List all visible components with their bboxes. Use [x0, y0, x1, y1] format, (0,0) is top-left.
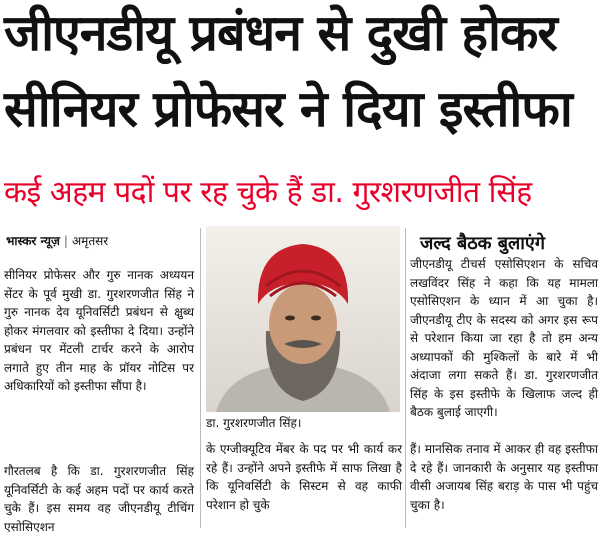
- byline-city: अमृतसर: [71, 234, 109, 248]
- headline-line-1: जीएनडीयू प्रबंधन से दुखी होकर: [4, 4, 557, 62]
- sidebar-body: जीएनडीयू टीचर्स एसोसिएशन के सचिव लखविंदर सिंह ने कहा कि यह मामला एसोसिएशन के ध्यान में आ चुका है। जीएनडीयू टीए के सदस्य को अगर इस रूप से परेशान किया जा रहा है तो हम अन्य अध्यापकों की मुश्किलों के बारे में भी अंदाजा लगा सकते हैं। डा. गुरशरणजीत सिंह के इस इस्तीफे के खिलाफ जल्द ही बैठक बुलाई जाएगी।: [410, 257, 598, 419]
- portrait-illustration: [206, 226, 400, 412]
- article-column-2: के एग्जीक्यूटिव मेंबर के पद पर भी कार्य कर रहे हैं। उन्होंने अपने इस्तीफे में साफ लिखा है कि यूनिवर्सिटी के सिस्टम से वह काफी परेशान हो चुके: [206, 442, 402, 512]
- photo-caption: डा. गुरशरणजीत सिंह।: [206, 416, 302, 430]
- portrait-photo: [206, 226, 400, 412]
- article-column-1-paragraph-1: सीनियर प्रोफेसर और गुरु नानक अध्ययन सेंटर के पूर्व मुखी डा. गुरशरणजीत सिंह ने गुरु नानक देव यूनिवर्सिटी प्रबंधन से क्षुब्ध होकर मंगलवार को इस्तीफा दे दिया। उन्होंने प्रबंधन पर मेंटली टार्चर करने के आरोप लगाते हुए तीन माह के प्रॉयर नोटिस पर अधिकारियों को इस्तीफा सौंपा है।: [4, 268, 194, 393]
- byline-separator: |: [63, 234, 68, 248]
- article-column-1-paragraph-2: गौरतलब है कि डा. गुरशरणजीत सिंह यूनिवर्सिटी के कई अहम पदों पर कार्य करते चुके हैं। इस समय वह जीएनडीयू टीचिंग एसोसिएशन: [4, 464, 194, 534]
- sidebar-heading: जल्द बैठक बुलाएंगे: [420, 233, 545, 254]
- column-divider-1: [200, 228, 201, 528]
- article-column-3: हैं। मानसिक तनाव में आकर ही वह इस्तीफा दे रहे हैं। जानकारी के अनुसार यह इस्तीफा वीसी अजायब सिंह बराड़ के पास भी पहुंच चुका है।: [410, 442, 598, 512]
- byline: [6, 232, 108, 249]
- subheadline: कई अहम पदों पर रह चुके हैं डा. गुरशरणजीत सिंह: [4, 175, 532, 210]
- headline-line-2: सीनियर प्रोफेसर ने दिया इस्तीफा: [4, 80, 572, 138]
- column-divider-2: [405, 228, 406, 528]
- byline-source: भास्कर न्यूज़: [6, 234, 60, 248]
